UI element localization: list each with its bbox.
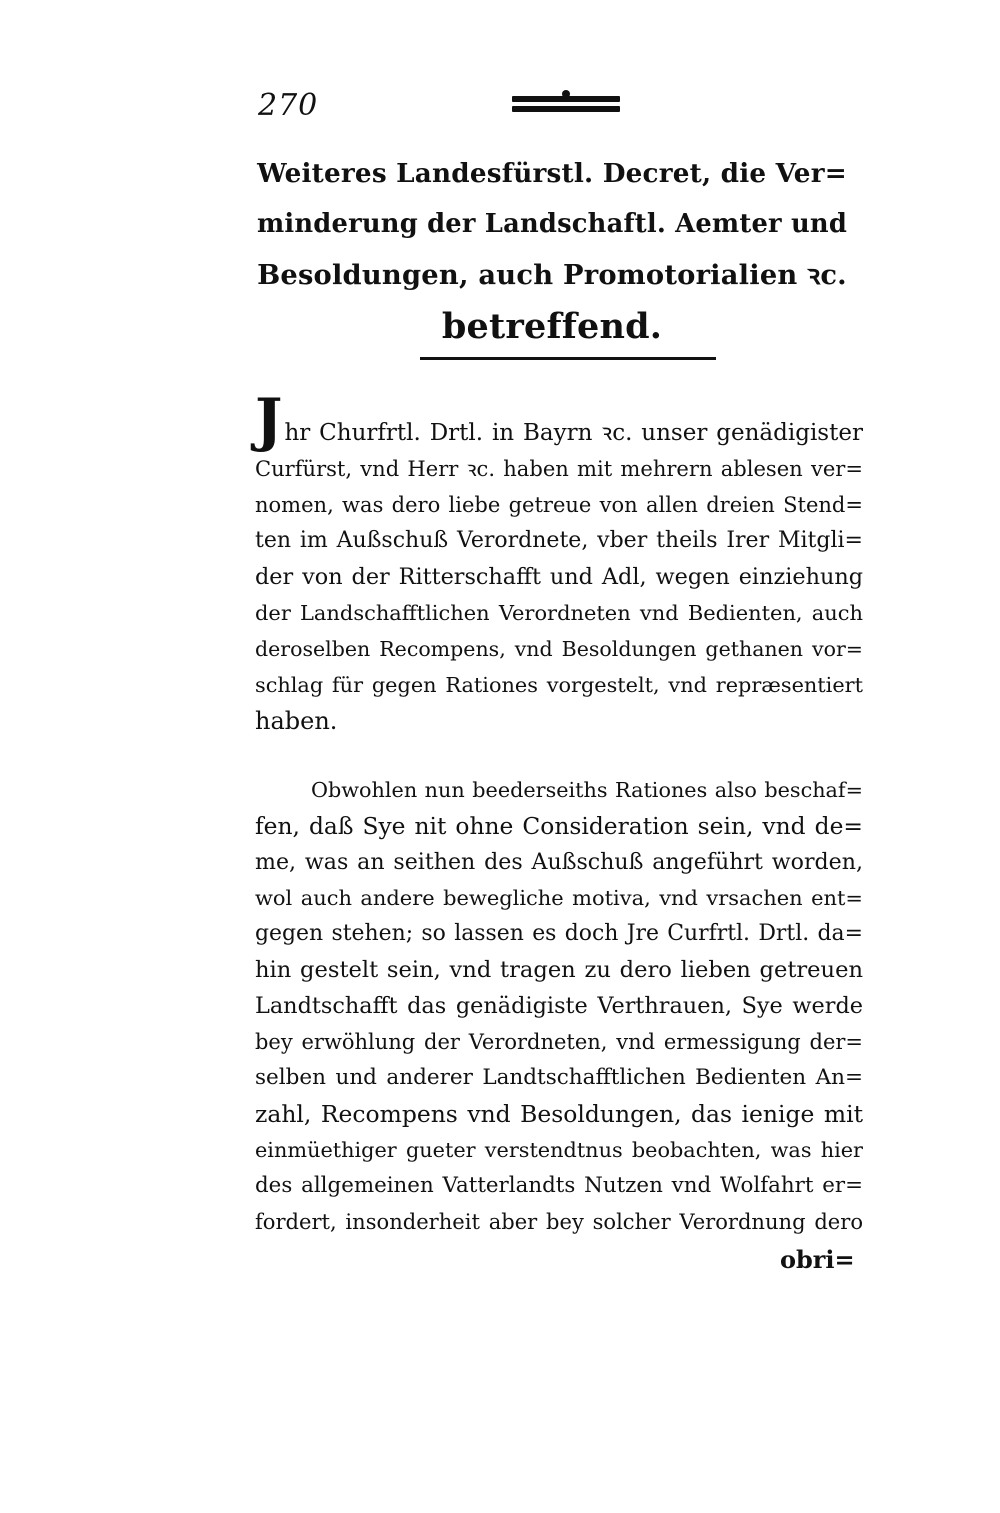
drop-cap: J bbox=[255, 386, 283, 454]
text-line: haben. bbox=[255, 707, 338, 735]
text-line: fen, daß Sye nit ohne Consideration sein, vnd de= bbox=[255, 812, 863, 840]
text-line: der von der Ritterschafft und Adl, wegen einziehung bbox=[255, 564, 863, 590]
rule-bar-2 bbox=[512, 106, 620, 112]
text-line: Obwohlen nun beederseiths Rationes also beschaf= bbox=[311, 778, 863, 802]
text-line: zahl, Recompens vnd Besoldungen, das ienige mit bbox=[255, 1100, 863, 1128]
text-line: wol auch andere bewegliche motiva, vnd vrsachen ent= bbox=[255, 886, 863, 910]
document-title bbox=[252, 148, 852, 352]
header-ornament-rule bbox=[512, 96, 620, 116]
page-number: 270 bbox=[258, 88, 319, 123]
text-line: der Landschafftlichen Verordneten vnd Bedienten, auch bbox=[255, 601, 863, 625]
text-line-content: hr Churfrtl. Drtl. in Bayrn ꝛc. unser genädigister bbox=[284, 420, 863, 446]
text-line: bey erwöhlung der Verordneten, vnd ermessigung der= bbox=[255, 1030, 863, 1054]
catchword: obri= bbox=[780, 1245, 855, 1274]
text-line: me, was an seithen des Außschuß angeführt worden, bbox=[255, 849, 863, 875]
text-line: schlag für gegen Rationes vorgestelt, vnd repræsentiert bbox=[255, 673, 863, 697]
text-line: Curfürst, vnd Herr ꝛc. haben mit mehrern ablesen ver= bbox=[255, 456, 863, 481]
text-line: Landtschafft das genädigiste Verthrauen, Sye werde bbox=[255, 993, 863, 1019]
text-line: selben und anderer Landtschafftlichen Bedienten An= bbox=[255, 1065, 863, 1090]
text-line: deroselben Recompens, vnd Besoldungen gethanen vor= bbox=[255, 637, 863, 661]
text-line: einmüethiger gueter verstendtnus beobachten, was hier bbox=[255, 1138, 863, 1162]
title-divider bbox=[420, 357, 716, 360]
ornament-dot bbox=[562, 90, 570, 98]
title-line: minderung der Landschaftl. Aemter und bbox=[256, 209, 848, 239]
text-line: nomen, was dero liebe getreue von allen dreien Stend= bbox=[255, 492, 863, 517]
title-line: Weiteres Landesfürstl. Decret, die Ver= bbox=[257, 158, 847, 189]
title-line: betreffend. bbox=[441, 306, 663, 347]
paragraph-1 bbox=[255, 386, 863, 739]
text-line: hin gestelt sein, vnd tragen zu dero lieben getreuen bbox=[255, 957, 863, 983]
text-line: ten im Außschuß Verordnete, vber theils Irer Mitgli= bbox=[255, 528, 863, 553]
text-line bbox=[255, 386, 863, 454]
title-line: Besoldungen, auch Promotorialien ꝛc. bbox=[257, 259, 847, 291]
paragraph-2 bbox=[255, 772, 863, 1240]
text-line: fordert, insonderheit aber bey solcher Verordnung dero bbox=[255, 1209, 863, 1234]
text-line: des allgemeinen Vatterlandts Nutzen vnd Wolfahrt er= bbox=[255, 1173, 863, 1198]
text-line: gegen stehen; so lassen es doch Jre Curfrtl. Drtl. da= bbox=[255, 921, 863, 946]
